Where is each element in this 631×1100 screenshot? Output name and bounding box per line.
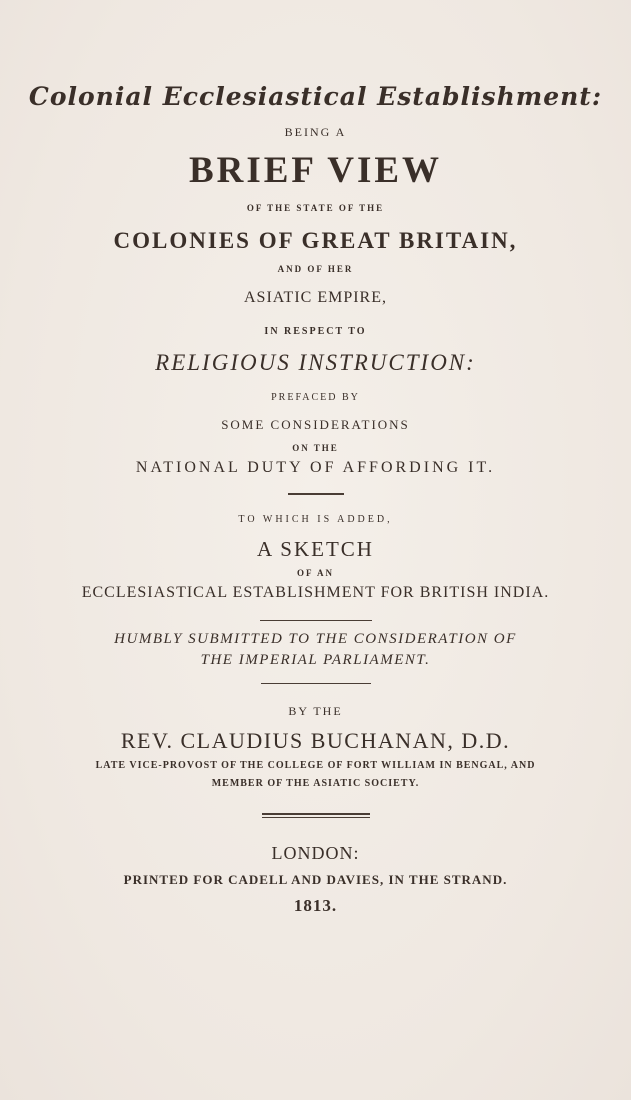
national-duty: NATIONAL DUTY OF AFFORDING IT. (135, 459, 496, 476)
ornament-rule (288, 493, 344, 495)
imprint-printer: PRINTED FOR CADELL AND DAVIES, IN THE STRAND. (123, 872, 508, 887)
imprint-year: 1813. (293, 896, 338, 915)
divider-rule (260, 620, 372, 621)
on-the: ON THE (292, 443, 339, 453)
author-name: REV. CLAUDIUS BUCHANAN, D.D. (120, 728, 511, 753)
of-the-state: OF THE STATE OF THE (246, 203, 385, 213)
colonies-line: COLONIES OF GREAT BRITAIN, (113, 228, 518, 253)
in-respect-to: IN RESPECT TO (264, 326, 367, 337)
main-title: BRIEF VIEW (188, 150, 443, 191)
of-an: OF AN (297, 568, 334, 578)
being-a: BEING A (284, 125, 347, 139)
a-sketch: A SKETCH (257, 537, 374, 561)
asiatic-empire: ASIATIC EMPIRE, (243, 289, 387, 306)
religious-instruction: RELIGIOUS INSTRUCTION: (155, 350, 476, 375)
divider-rule (261, 683, 371, 684)
double-rule (262, 813, 370, 815)
and-of-her: AND OF HER (277, 264, 354, 274)
blackletter-heading: Colonial Ecclesiastical Establishment: (28, 82, 603, 111)
humbly-submitted: HUMBLY SUBMITTED TO THE CONSIDERATION OF (114, 631, 517, 647)
author-credentials: LATE VICE-PROVOST OF THE COLLEGE OF FORT WILLIAM IN BENGAL, AND (95, 760, 536, 771)
author-credentials-2: MEMBER OF THE ASIATIC SOCIETY. (211, 778, 420, 789)
ecclesiastical-establishment: ECCLESIASTICAL ESTABLISHMENT FOR BRITISH INDIA. (81, 584, 550, 601)
some-considerations: SOME CONSIDERATIONS (221, 417, 410, 432)
double-rule-thin (262, 817, 370, 818)
imperial-parliament: THE IMPERIAL PARLIAMENT. (200, 652, 431, 668)
prefaced-by: PREFACED BY (271, 392, 360, 403)
by-the: BY THE (288, 704, 343, 718)
to-which-is-added: TO WHICH IS ADDED, (238, 514, 393, 525)
imprint-place: LONDON: (271, 843, 360, 863)
